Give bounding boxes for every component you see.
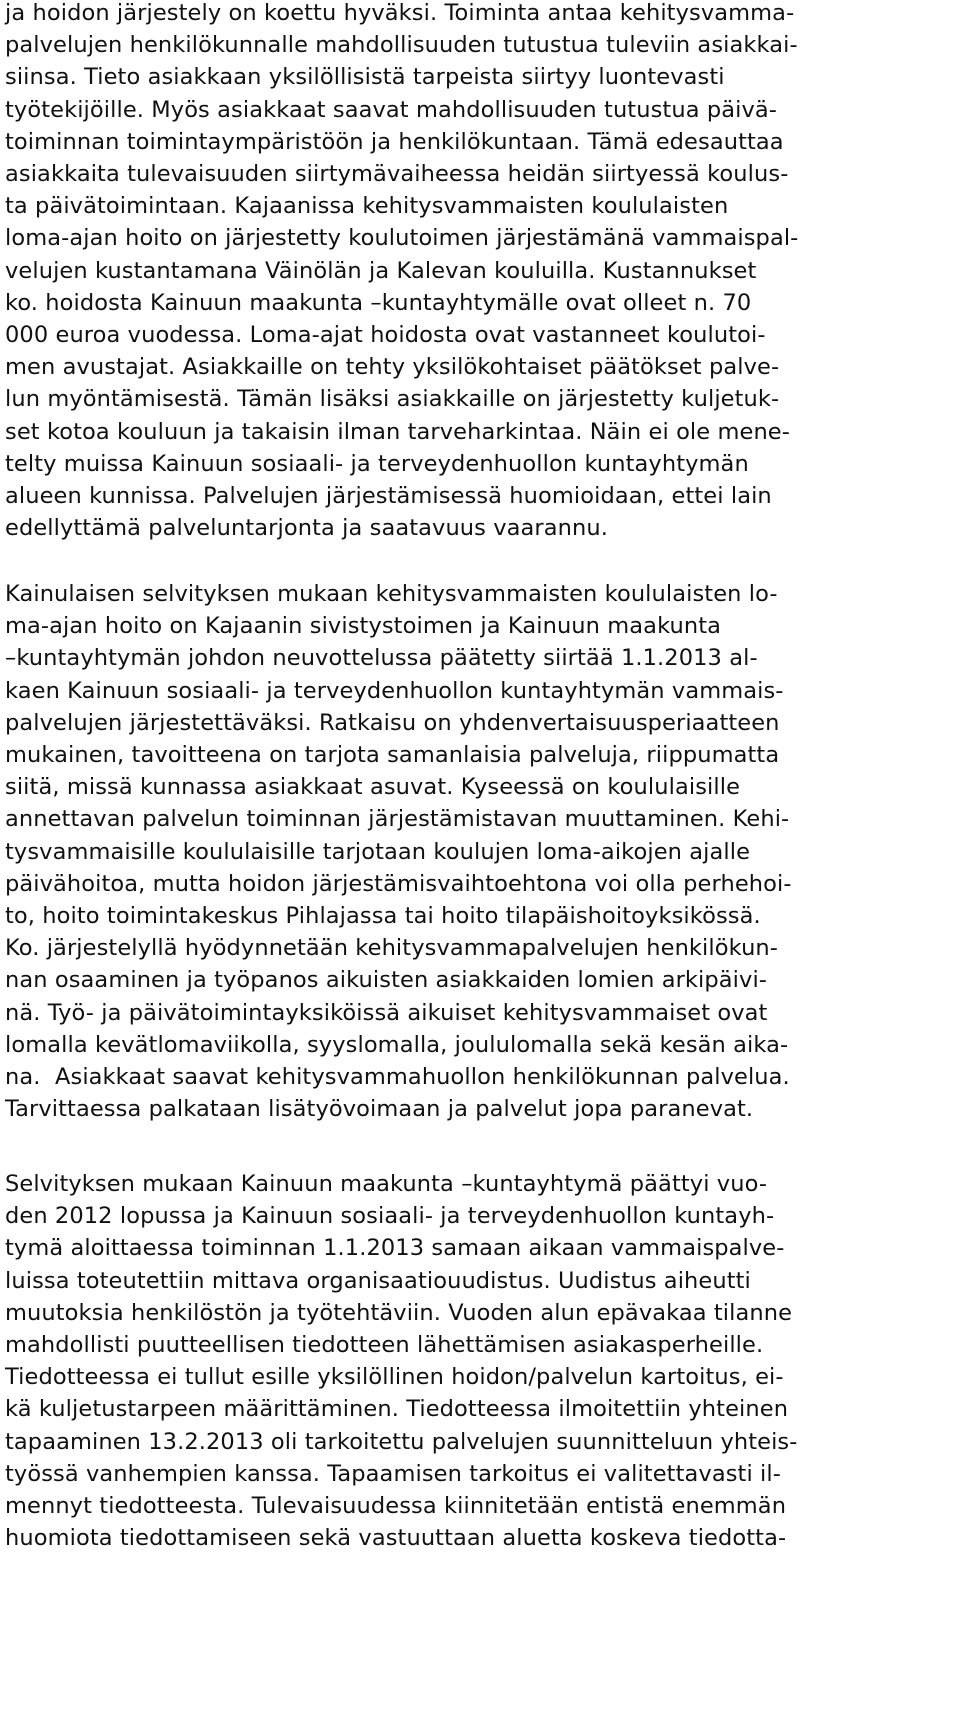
text-line: annettavan palvelun toiminnan järjestämistavan muuttaminen. Kehi- xyxy=(5,806,790,833)
text-line: tapaaminen 13.2.2013 oli tarkoitettu palvelujen suunnitteluun yhteis- xyxy=(5,1428,798,1455)
text-line: to, hoito toimintakeskus Pihlajassa tai hoito tilapäishoitoyksikössä. xyxy=(5,903,761,929)
text-line: lun myöntämisestä. Tämän lisäksi asiakkaille on järjestetty kuljetuk- xyxy=(5,386,780,413)
text-line: asiakkaita tulevaisuuden siirtymävaiheessa heidän siirtyessä koulus- xyxy=(5,161,789,187)
text-line: velujen kustantamana Väinölän ja Kalevan kouluilla. Kustannukset xyxy=(5,257,757,284)
text-line: huomiota tiedottamiseen sekä vastuuttaan aluetta koskeva tiedotta- xyxy=(5,1525,787,1552)
text-line: alueen kunnissa. Palvelujen järjestämisessä huomioidaan, ettei lain xyxy=(5,483,772,509)
text-line: nan osaaminen ja työpanos aikuisten asiakkaiden lomien arkipäivi- xyxy=(5,967,768,994)
text-line: ko. hoidosta Kainuun maakunta –kuntayhtymälle ovat olleet n. 70 xyxy=(5,289,752,316)
text-line: kaen Kainuun sosiaali- ja terveydenhuollon kuntayhtymän vammais- xyxy=(5,677,784,704)
text-line: Tarvittaessa palkataan lisätyövoimaan ja palvelut jopa paranevat. xyxy=(5,1096,754,1123)
text-line: den 2012 lopussa ja Kainuun sosiaali- ja terveydenhuollon kuntayh- xyxy=(5,1203,775,1230)
text-line: telty muissa Kainuun sosiaali- ja terveydenhuollon kuntayhtymän xyxy=(5,450,749,477)
text-line: mukainen, tavoitteena on tarjota samanlaisia palveluja, riippumatta xyxy=(5,742,780,768)
text-line: työssä vanhempien kanssa. Tapaamisen tarkoitus ei valitettavasti il- xyxy=(5,1460,781,1487)
text-line: mahdollisti puutteellisen tiedotteen lähettämisen asiakasperheille. xyxy=(5,1332,764,1358)
text-line: 000 euroa vuodessa. Loma-ajat hoidosta ovat vastanneet koulutoi- xyxy=(5,322,766,348)
text-line: palvelujen järjestettäväksi. Ratkaisu on yhdenvertaisuusperiaatteen xyxy=(5,709,780,736)
text-line: Selvityksen mukaan Kainuun maakunta –kuntayhtymä päättyi vuo- xyxy=(5,1171,768,1197)
text-line: set kotoa kouluun ja takaisin ilman tarveharkintaa. Näin ei ole mene- xyxy=(5,418,790,445)
text-line: edellyttämä palveluntarjonta ja saatavuus vaarannu. xyxy=(5,515,608,542)
text-line: siinsa. Tieto asiakkaan yksilöllisistä tarpeista siirtyy luontevasti xyxy=(5,64,725,91)
text-line: ja hoidon järjestely on koettu hyväksi. Toiminta antaa kehitysvamma- xyxy=(5,0,795,26)
text-line: Kainulaisen selvityksen mukaan kehitysvammaisten koululaisten lo- xyxy=(5,581,778,607)
text-line: nä. Työ- ja päivätoimintayksiköissä aikuiset kehitysvammaiset ovat xyxy=(5,999,768,1026)
text-line: na. Asiakkaat saavat kehitysvammahuollon henkilökunnan palvelua. xyxy=(5,1064,790,1090)
text-line: päivähoitoa, mutta hoidon järjestämisvaihtoehtona voi olla perhehoi- xyxy=(5,870,792,897)
text-line: muutoksia henkilöstön ja työtehtäviin. Vuoden alun epävakaa tilanne xyxy=(5,1299,793,1326)
text-line: tysvammaisille koululaisille tarjotaan koulujen loma-aikojen ajalle xyxy=(5,838,751,865)
text-line: mennyt tiedotteesta. Tulevaisuudessa kiinnitetään entistä enemmän xyxy=(5,1493,787,1519)
text-line: ma-ajan hoito on Kajaanin sivistystoimen ja Kainuun maakunta xyxy=(5,613,722,640)
text-line: ta päivätoimintaan. Kajaanissa kehitysvammaisten koululaisten xyxy=(5,193,729,220)
text-line: siitä, missä kunnassa asiakkaat asuvat. Kyseessä on koululaisille xyxy=(5,774,741,801)
text-line: työtekijöille. Myös asiakkaat saavat mahdollisuuden tutustua päivä- xyxy=(5,96,777,123)
text-line: tymä aloittaessa toiminnan 1.1.2013 samaan aikaan vammaispalve- xyxy=(5,1235,785,1262)
text-line: Ko. järjestelyllä hyödynnetään kehitysvammapalvelujen henkilökun- xyxy=(5,935,779,962)
text-line: loma-ajan hoito on järjestetty koulutoimen järjestämänä vammaispal- xyxy=(5,225,799,252)
text-line: kä kuljetustarpeen määrittäminen. Tiedotteessa ilmoitettiin yhteinen xyxy=(5,1396,789,1423)
text-line: men avustajat. Asiakkaille on tehty yksilökohtaiset päätökset palve- xyxy=(5,354,780,381)
text-line: Tiedotteessa ei tullut esille yksilöllinen hoidon/palvelun kartoitus, ei- xyxy=(5,1364,784,1391)
text-line: –kuntayhtymän johdon neuvottelussa päätetty siirtää 1.1.2013 al- xyxy=(5,645,758,672)
text-line: lomalla kevätlomaviikolla, syyslomalla, joululomalla sekä kesän aika- xyxy=(5,1031,789,1058)
text-line: luissa toteutettiin mittava organisaatiouudistus. Uudistus aiheutti xyxy=(5,1267,751,1294)
text-line: palvelujen henkilökunnalle mahdollisuuden tutustua tuleviin asiakkai- xyxy=(5,32,798,59)
text-line: toiminnan toimintaympäristöön ja henkilökuntaan. Tämä edesauttaa xyxy=(5,128,784,155)
